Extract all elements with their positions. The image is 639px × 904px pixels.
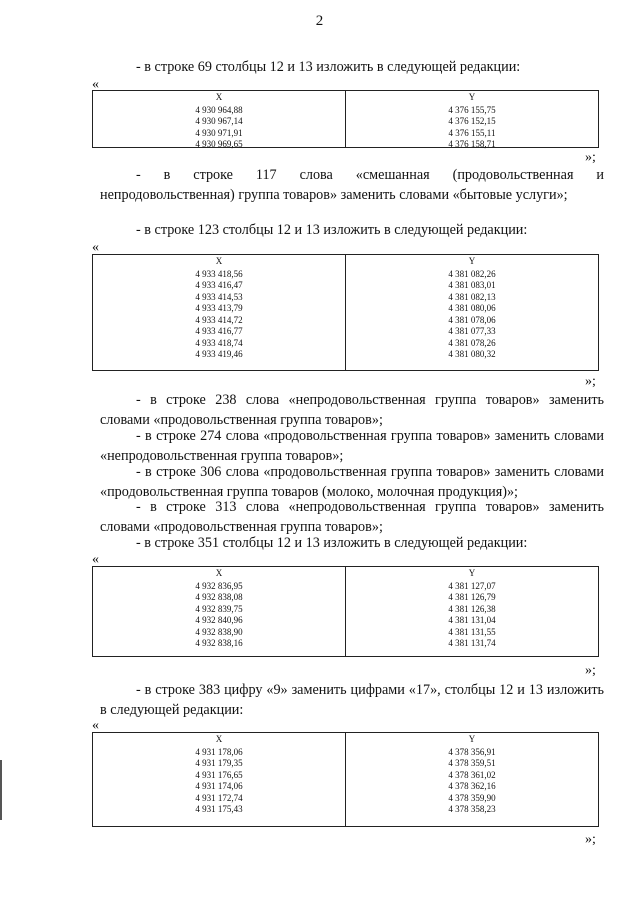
coordinate-y-value: 4 376 158,71 (448, 139, 496, 149)
coordinate-y-value: 4 381 083,01 (448, 280, 496, 290)
coordinate-x-value: 4 933 419,46 (195, 349, 243, 359)
coordinate-x-value: 4 932 838,16 (195, 638, 243, 648)
coordinate-y-value: 4 378 359,90 (448, 792, 496, 803)
paragraph-row-351: - в строке 351 столбцы 12 и 13 изложить в следующей редакции: (136, 535, 528, 551)
paragraph-row-117: - в строке 117 слова «смешанная (продовольственная и непродовольственная) группа товаров» заменить словами «бытовые услуги»; (100, 167, 604, 203)
close-quote: »; (585, 374, 596, 389)
coordinate-y-value: 4 381 082,13 (448, 291, 496, 302)
open-quote: « (92, 718, 99, 733)
coordinate-y-value: 4 378 362,16 (448, 781, 496, 791)
coordinate-y-value: 4 381 131,55 (448, 626, 496, 637)
coordinate-y-value: 4 381 080,06 (448, 303, 496, 313)
coordinate-x-value: 4 931 176,65 (195, 769, 243, 780)
column-x (93, 91, 345, 147)
coordinate-x-value: 4 933 414,72 (195, 314, 243, 325)
column-y-header: Y (468, 92, 476, 102)
coordinate-y-value: 4 381 131,04 (448, 615, 496, 625)
paragraph-row-306: - в строке 306 слова «продовольственная группа товаров» заменить словами «продовольственная группа товаров (молоко, молочная продукция)»; (100, 464, 604, 500)
coordinates-table-row-69 (92, 90, 599, 148)
column-x (93, 733, 345, 826)
column-y (345, 567, 598, 656)
column-y (345, 91, 598, 147)
column-y-header: Y (468, 256, 476, 266)
coordinate-y-value: 4 376 152,15 (448, 116, 496, 126)
column-y (345, 733, 598, 826)
coordinates-table-row-351 (92, 566, 599, 657)
coordinate-y-value: 4 376 155,11 (448, 127, 496, 138)
column-x-header: X (215, 568, 223, 578)
scan-margin-mark (0, 760, 2, 820)
coordinate-y-value: 4 381 077,33 (448, 326, 496, 336)
coordinate-y-value: 4 381 131,74 (448, 638, 496, 648)
paragraph-row-313: - в строке 313 слова «непродовольственная группа товаров» заменить словами «продовольственная группа товаров»; (100, 499, 604, 535)
coordinate-x-value: 4 932 839,75 (195, 603, 243, 614)
column-x-header: X (215, 92, 223, 102)
coordinate-x-value: 4 931 174,06 (195, 781, 243, 791)
column-x-header: X (215, 256, 223, 266)
paragraph-row-274: - в строке 274 слова «продовольственная группа товаров» заменить словами «непродовольственная группа товаров»; (100, 428, 604, 464)
coordinate-y-value: 4 381 126,38 (448, 603, 496, 614)
coordinate-y-value: 4 381 126,79 (448, 592, 496, 602)
coordinate-x-value: 4 932 836,95 (195, 580, 243, 591)
coordinate-y-value: 4 381 082,26 (448, 268, 496, 279)
coordinate-y-value: 4 378 361,02 (448, 769, 496, 780)
open-quote: « (92, 552, 99, 567)
close-quote: »; (585, 663, 596, 678)
coordinate-y-value: 4 376 155,75 (448, 104, 496, 115)
coordinate-x-value: 4 933 416,47 (195, 280, 243, 290)
close-quote: »; (585, 832, 596, 847)
paragraph-row-123: - в строке 123 столбцы 12 и 13 изложить в следующей редакции: (136, 222, 528, 238)
coordinate-x-value: 4 932 840,96 (195, 615, 243, 625)
open-quote: « (92, 240, 99, 255)
column-y-header: Y (468, 568, 476, 578)
coordinate-x-value: 4 932 838,08 (195, 592, 243, 602)
close-quote: »; (585, 150, 596, 165)
coordinate-x-value: 4 933 414,53 (195, 291, 243, 302)
coordinate-y-value: 4 378 358,23 (448, 804, 496, 814)
coordinate-x-value: 4 930 971,91 (195, 127, 243, 138)
column-x (93, 255, 345, 370)
coordinate-y-value: 4 378 359,51 (448, 758, 496, 768)
coordinate-y-value: 4 381 127,07 (448, 580, 496, 591)
paragraph-row-383: - в строке 383 цифру «9» заменить цифрами «17», столбцы 12 и 13 изложить в следующей редакции: (100, 682, 604, 718)
coordinate-x-value: 4 931 178,06 (195, 746, 243, 757)
coordinate-x-value: 4 933 418,74 (195, 337, 243, 348)
paragraph-row-69: - в строке 69 столбцы 12 и 13 изложить в следующей редакции: (136, 59, 521, 75)
paragraph-row-238: - в строке 238 слова «непродовольственная группа товаров» заменить словами «продовольственная группа товаров»; (100, 392, 604, 428)
coordinate-y-value: 4 378 356,91 (448, 746, 496, 757)
coordinate-x-value: 4 932 838,90 (195, 626, 243, 637)
coordinates-table-row-383 (92, 732, 599, 827)
coordinate-x-value: 4 930 969,65 (195, 139, 243, 149)
column-y (345, 255, 598, 370)
coordinate-x-value: 4 931 175,43 (195, 804, 243, 814)
coordinate-x-value: 4 933 416,77 (195, 326, 243, 336)
page-number: 2 (315, 13, 324, 29)
open-quote: « (92, 77, 99, 92)
coordinate-x-value: 4 930 967,14 (195, 116, 243, 126)
coordinate-x-value: 4 931 179,35 (195, 758, 243, 768)
coordinate-x-value: 4 933 418,56 (195, 268, 243, 279)
coordinate-y-value: 4 381 080,32 (448, 349, 496, 359)
column-x-header: X (215, 734, 223, 744)
column-y-header: Y (468, 734, 476, 744)
coordinates-table-row-123 (92, 254, 599, 371)
coordinate-x-value: 4 931 172,74 (195, 792, 243, 803)
coordinate-y-value: 4 381 078,26 (448, 337, 496, 348)
coordinate-x-value: 4 933 413,79 (195, 303, 243, 313)
coordinate-y-value: 4 381 078,06 (448, 314, 496, 325)
coordinate-x-value: 4 930 964,88 (195, 104, 243, 115)
column-x (93, 567, 345, 656)
